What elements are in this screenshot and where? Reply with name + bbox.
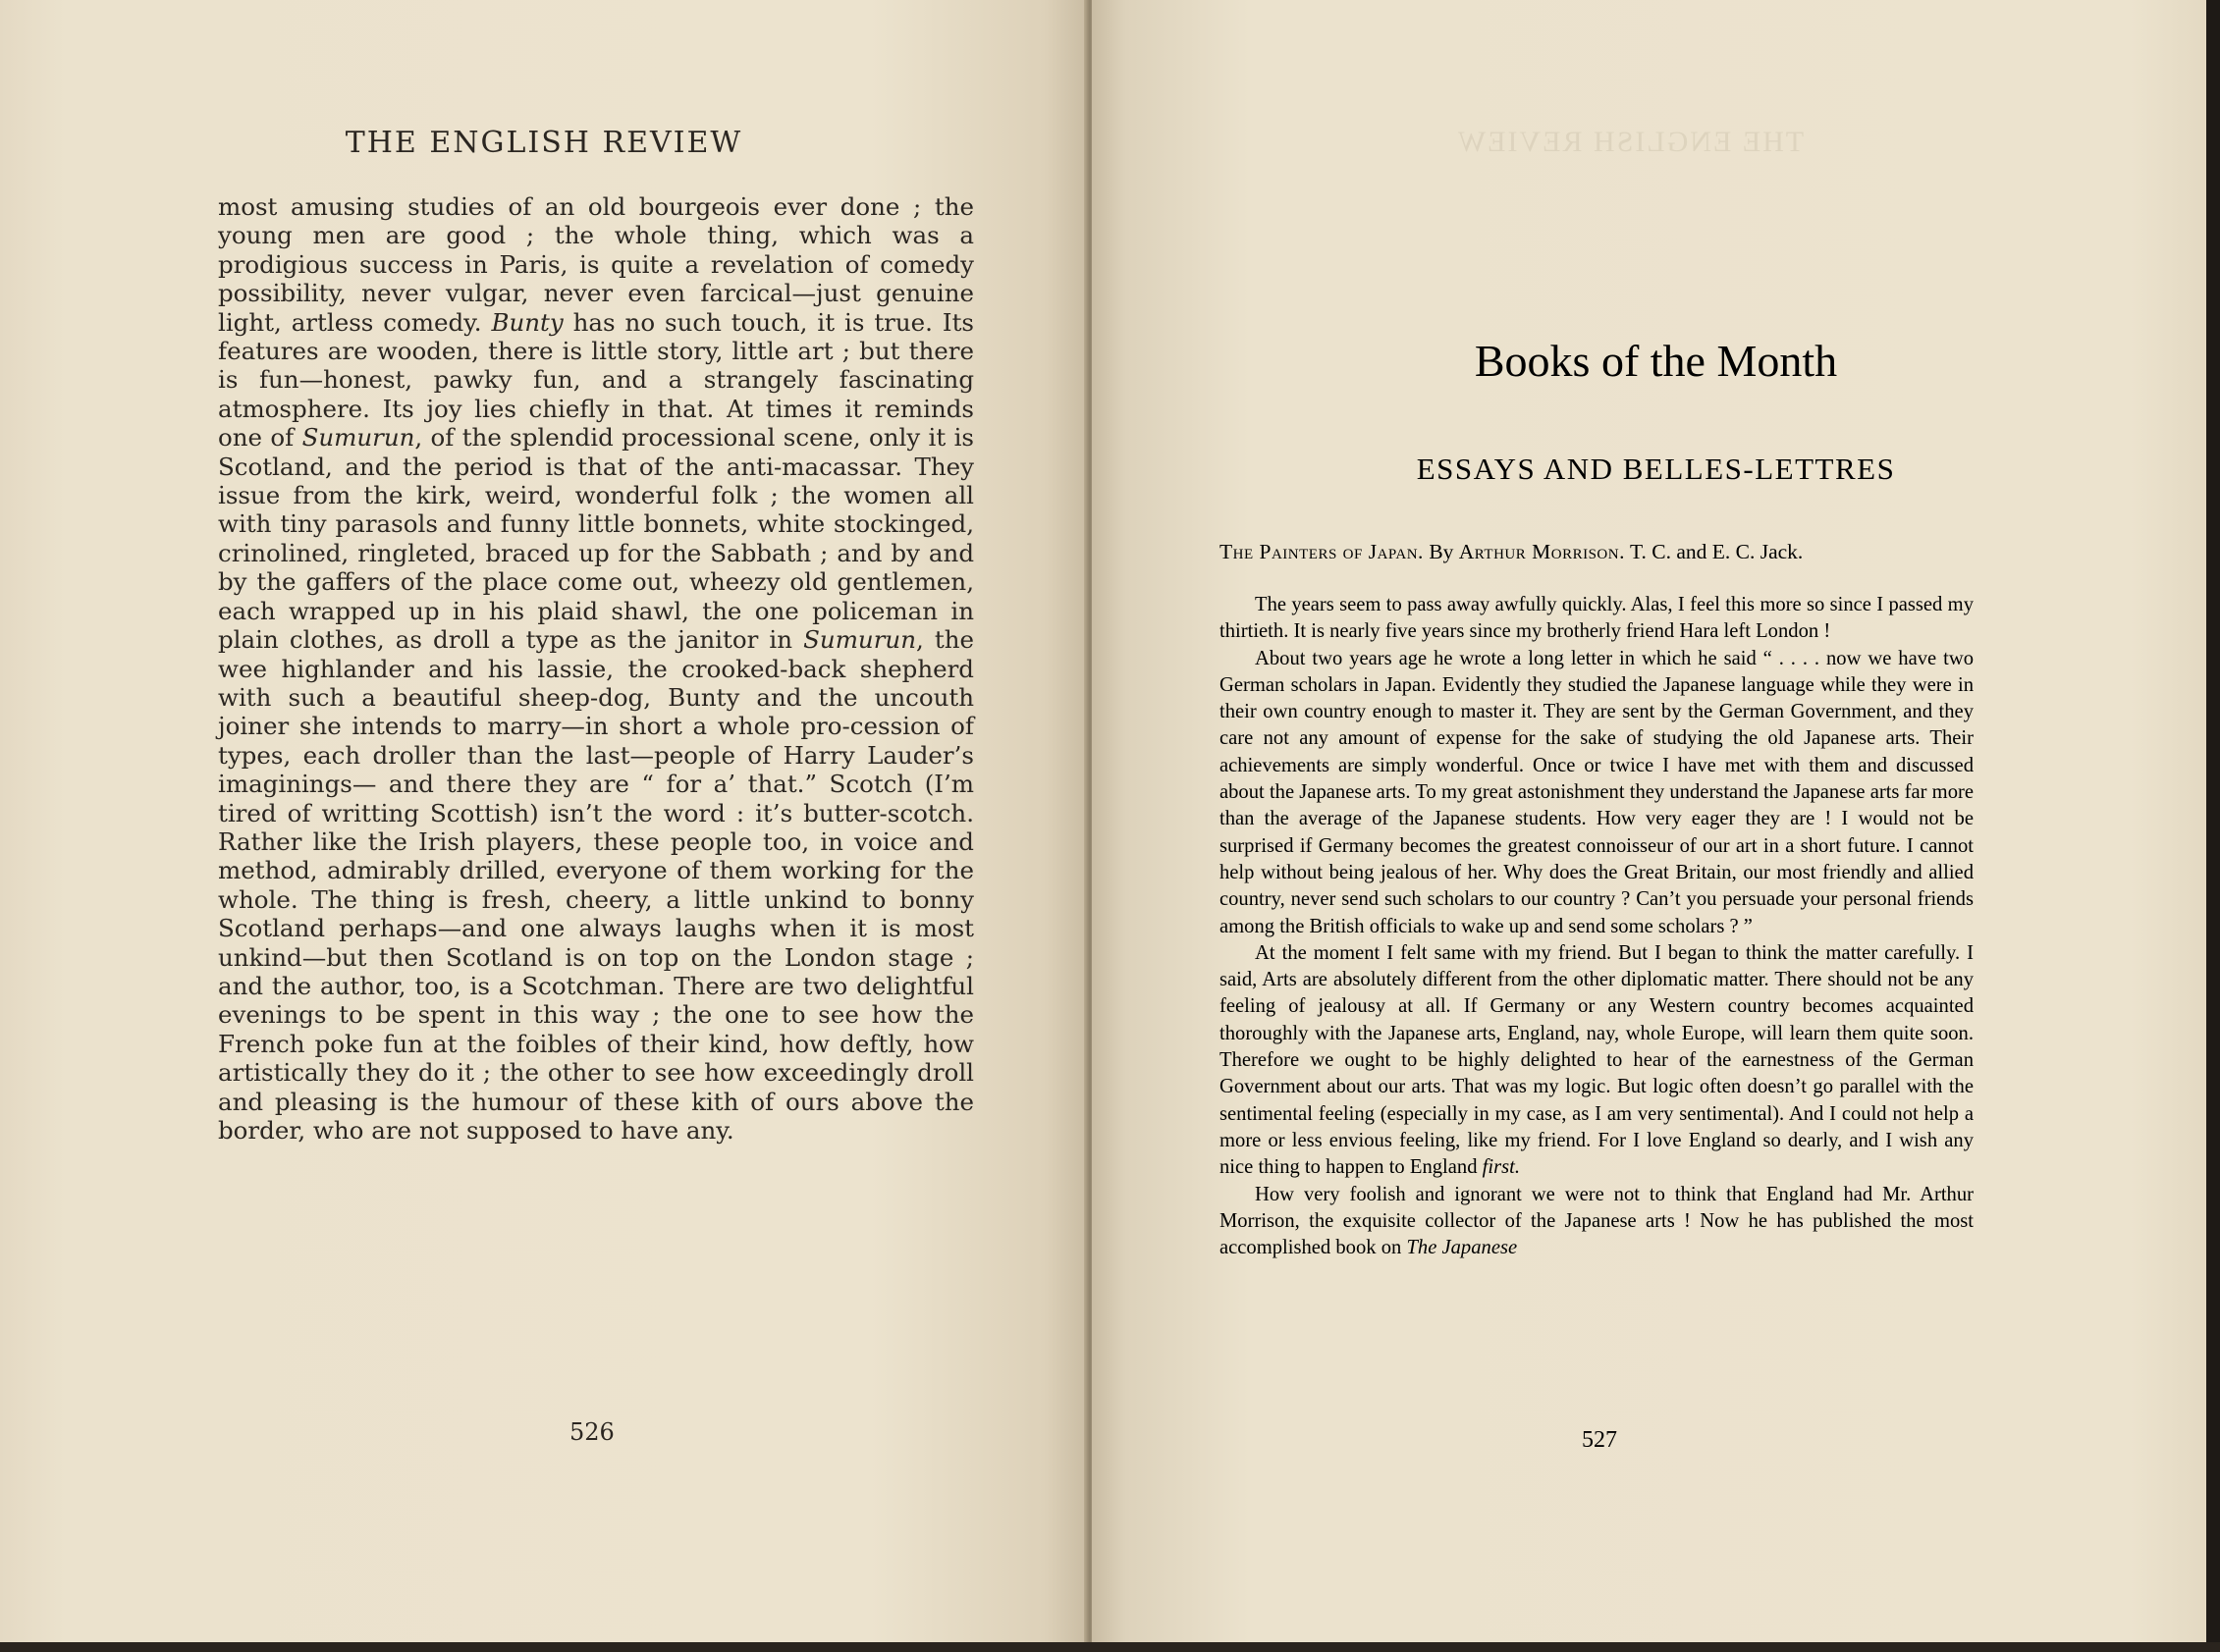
page-number-left: 526: [569, 1418, 615, 1446]
italic-title: Bunty: [491, 307, 564, 337]
by-text: By: [1423, 540, 1459, 563]
book-author: Arthur Morrison.: [1458, 540, 1625, 563]
italic-emphasis: first.: [1482, 1156, 1521, 1179]
text-run: , of the splendid processional scene, only it is Scotland, and the period is that of the anti-macassar. They issue from the kirk, weird, wonderful folk ; the women all with tiny parasols and funny little bonnets, white stockinged, crinolined, ringleted, braced up for the Sabbath ; and by and by the gaffers of the place come out, wheezy old gentlemen, each wrapped up in his plaid shawl, the one policeman in plain clothes, as droll a type as the janitor in: [218, 423, 974, 655]
right-page-body: [1219, 592, 1974, 1261]
book-publisher: T. C. and E. C. Jack.: [1624, 540, 1804, 563]
running-head: THE ENGLISH REVIEW: [345, 126, 743, 160]
body-paragraph: About two years age he wrote a long letter in which he said “ . . . . now we have two German scholars in Japan. Evidently they studied the Japanese language while they were in their own country enough to master it. They are sent by the German Government, and they care not any amount of expense for the sake of studying the old Japanese arts. Their achievements are simply wonderful. Once or twice I have met with them and discussed about the Japanese arts. To my great astonishment they understand the Japanese arts far more than the average of the Japanese students. How very eager they are ! I would not be surprised if Germany becomes the greatest connoisseur of our art in a short future. I cannot help without being jealous of her. Why does the Great Britain, our most friendly and allied country, never send such scholars to our country ? Can’t you persuade your personal friends among the British officials to wake up and send some scholars ? ”: [1219, 647, 1974, 937]
body-paragraph: [1219, 940, 1974, 1182]
text-run: most amusing studies of an old bourgeois ever done ; the young men are good ; the whole thing, which was a prodigious success in Paris, is quite a revelation of comedy possibility, never vulgar, never even farcical—just genuine light, artless comedy.: [218, 192, 974, 337]
scan-edge: [2206, 0, 2220, 1652]
italic-title: Sumurun: [301, 423, 415, 453]
book-entry: [1219, 537, 1976, 566]
section-title: Books of the Month: [1474, 336, 1838, 386]
left-page-body: [218, 192, 974, 1145]
body-paragraph: [1219, 1182, 1974, 1262]
body-paragraph: The years seem to pass away awfully quickly. Alas, I feel this more so since I passed my thirtieth. It is nearly five years since my brotherly friend Hara left London !: [1219, 594, 1974, 643]
book-title: The Painters of Japan.: [1219, 540, 1424, 563]
text-run: , the wee highlander and his lassie, the crooked-back shepherd with such a beautiful sheep-dog, Bunty and the uncouth joiner she intends to marry—in short a whole pro-cession of types, each droller than the last—people of Harry Lauder’s imaginings— and there they are “ for a’ that.” Scotch (I’m tired of writting Scottish) isn’t the word : it’s butter-scotch. Rather like the Irish players, these people too, in voice and method, admirably drilled, everyone of them working for the whole. The thing is fresh, cheery, a little unkind to bonny Scotland perhaps—and one always laughs when it is most unkind—but then Scotland is on top on the London stage ; and the author, too, is a Scotchman. There are two delightful evenings to be spent in this way ; the one to see how the French poke fun at the foibles of their kind, how deftly, how artistically they do it ; the other to see how exceedingly droll and pleasing is the humour of these kith of ours above the border, who are not supposed to have any.: [218, 625, 974, 1145]
show-through-head: THE ENGLISH REVIEW: [1455, 126, 1805, 158]
scan-bottom-edge: [0, 1642, 2220, 1652]
text-run: has no such touch, it is true. Its features are wooden, there is little story, little art ; but there is fun—honest, pawky fun, and a strangely fascinating atmosphere. Its joy lies chiefly in that. At times it reminds one of: [218, 307, 974, 453]
left-page: [0, 0, 1088, 1652]
italic-title: The Japanese: [1406, 1237, 1518, 1259]
text-run: At the moment I felt same with my friend. But I began to think the matter carefully. I said, Arts are absolutely different from the other diplomatic matter. There should not be any feeling of jealousy at all. If Germany or any Western country becomes acquainted thoroughly with the Japanese arts, England, nay, whole Europe, will learn them quite soon. Therefore we ought to be highly delighted to hear of the earnestness of the German Government about our arts. That was my logic. But logic often doesn’t go parallel with the sentimental feeling (especially in my case, as I am very sentimental). And I could not help a more or less envious feeling, like my friend. For I love England so dearly, and I wish any nice thing to happen to England: [1219, 941, 1974, 1179]
italic-title: Sumurun: [803, 625, 916, 655]
text-run: How very foolish and ignorant we were not to think that England had Mr. Arthur Morrison, the exquisite collector of the Japanese arts ! Now he has published the most accomplished book on: [1219, 1183, 1974, 1259]
page-number-right: 527: [1582, 1427, 1617, 1453]
section-subtitle: ESSAYS AND BELLES-LETTRES: [1416, 452, 1896, 486]
body-paragraph: [218, 192, 974, 1145]
